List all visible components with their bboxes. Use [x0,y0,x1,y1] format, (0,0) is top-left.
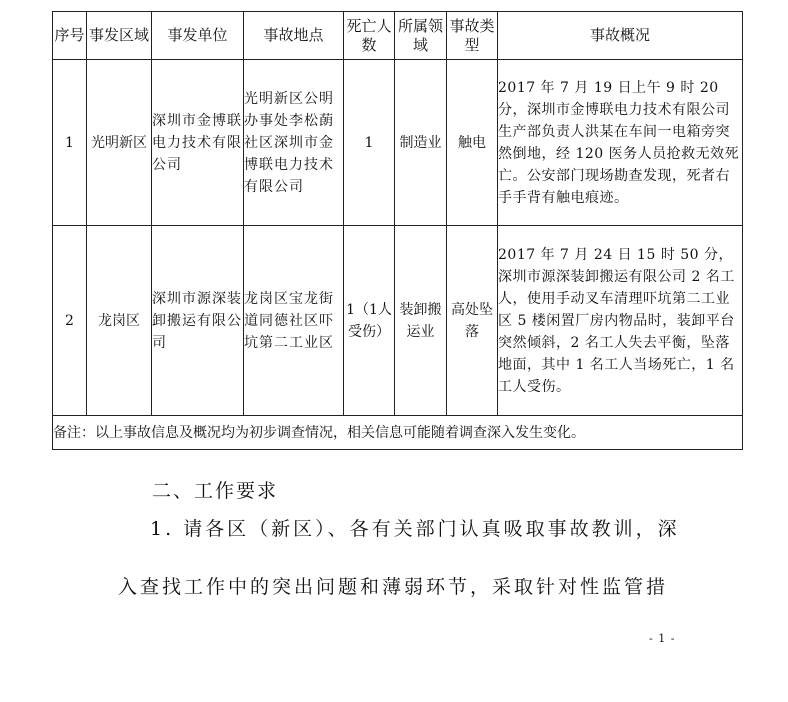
table-note: 备注：以上事故信息及概况均为初步调查情况，相关信息可能随着调查深入发生变化。 [53,416,743,450]
cell-summary: 2017 年 7 月 24 日 15 时 50 分，深圳市源深装卸搬运有限公司 2 名工人，使用手动叉车清理吓坑第二工业区 5 楼闲置厂房内物品时，装卸平台突然倾斜，2 名工人失去平衡，坠落地面，其中 1 名工人当场死亡，1 名工人受伤。 [498,226,743,416]
header-location: 事故地点 [244,12,344,60]
accident-table [52,11,743,450]
header-type: 事故类型 [447,12,498,60]
section-heading: 二、工作要求 [152,480,279,502]
paragraph-line-2: 入查找工作中的突出问题和薄弱环节，采取针对性监管措 [118,576,669,598]
table-note-row [53,416,743,450]
header-unit: 事发单位 [152,12,244,60]
cell-location: 光明新区公明办事处李松蓢社区深圳市金博联电力技术有限公司 [244,60,344,226]
header-seq: 序号 [53,12,87,60]
paragraph-line-1: 1. 请各区（新区）、各有关部门认真吸取事故教训，深 [150,518,680,540]
cell-district: 光明新区 [87,60,152,226]
cell-district: 龙岗区 [87,226,152,416]
cell-unit: 深圳市金博联电力技术有限公司 [152,60,244,226]
table-header-row [53,12,743,60]
cell-location: 龙岗区宝龙街道同德社区吓坑第二工业区 [244,226,344,416]
table-row [53,60,743,226]
cell-sector: 装卸搬运业 [395,226,447,416]
cell-summary: 2017 年 7 月 19 日上午 9 时 20 分，深圳市金博联电力技术有限公司生产部负责人洪某在车间一电箱旁突然倒地，经 120 医务人员抢救无效死亡。公安部门现场勘查发现，死者右手手背有触电痕迹。 [498,60,743,226]
cell-sector: 制造业 [395,60,447,226]
cell-type: 触电 [447,60,498,226]
cell-deaths: 1 [344,60,395,226]
cell-type: 高处坠落 [447,226,498,416]
header-deaths: 死亡人数 [344,12,395,60]
cell-seq: 1 [53,60,87,226]
table-row [53,226,743,416]
cell-unit: 深圳市源深装卸搬运有限公司 [152,226,244,416]
cell-seq: 2 [53,226,87,416]
page-number: - 1 - [649,632,676,645]
header-summary: 事故概况 [498,12,743,60]
header-sector: 所属领域 [395,12,447,60]
cell-deaths: 1（1人受伤） [344,226,395,416]
header-district: 事发区域 [87,12,152,60]
